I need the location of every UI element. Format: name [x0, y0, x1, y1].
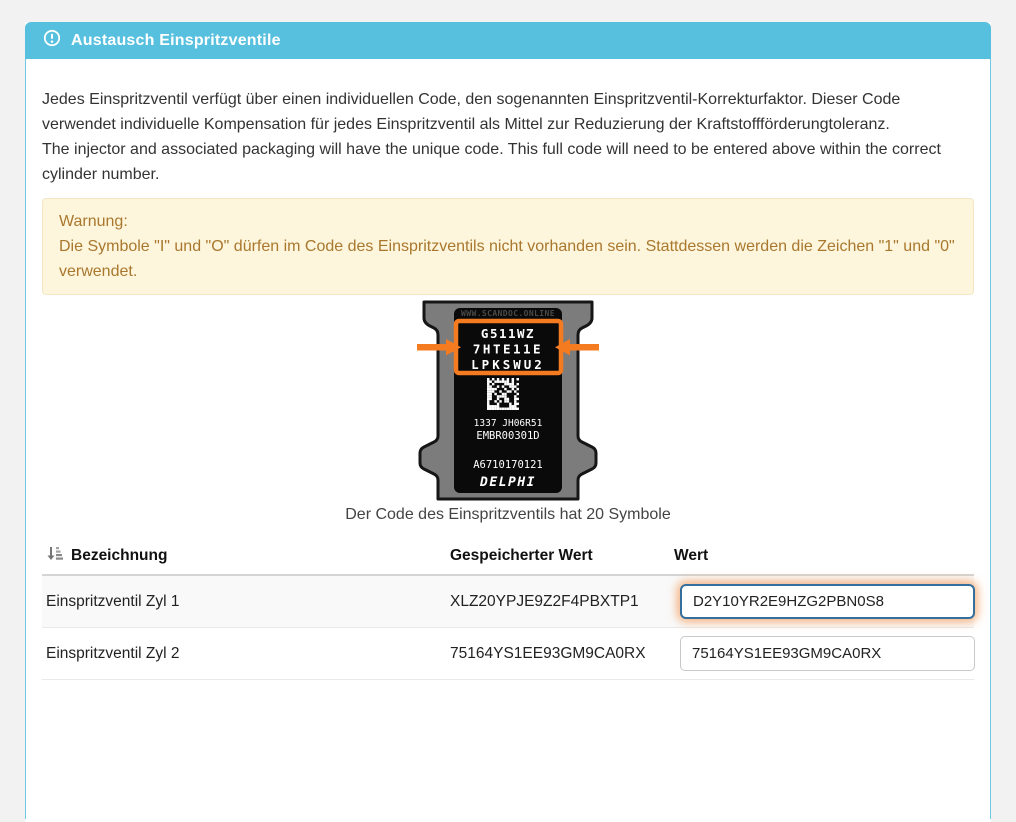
label-line-1: 1337 JH06R51 [473, 418, 543, 429]
warning-title: Warnung: [59, 213, 128, 230]
intro-paragraph-de: Jedes Einspritzventil verfügt über einen individuellen Code, den sogenannten Einspritzventil-Korrekturfaktor. Dieser Code verwendet individuelle Kompensation für jedes Einspritzventil als Mittel zur Reduzierung der Kraftstoffförderungtoleranz. [42, 91, 901, 133]
injector-figure [42, 299, 974, 501]
injector-code-line-3: LPKSWU2 [471, 357, 545, 372]
warning-text: Die Symbole "I" und "O" dürfen im Code des Einspritzventils nicht vorhanden sein. Stattdessen werden die Zeichen "1" und "0" verwendet. [59, 238, 955, 280]
injector-image [416, 299, 600, 501]
intro-text [42, 87, 974, 187]
table-row [42, 628, 974, 680]
panel-body [25, 59, 991, 819]
label-line-3: A6710170121 [473, 459, 543, 471]
header-wert[interactable]: Wert [674, 547, 709, 564]
header-gespeicherter-wert[interactable]: Gespeicherter Wert [450, 547, 593, 564]
injector-code-line-1: G511WZ [480, 326, 536, 341]
intro-paragraph-en: The injector and associated packaging will have the unique code. This full code will need to be entered above within the correct cylinder number. [42, 141, 941, 183]
row-stored-value: 75164YS1EE93GM9CA0RX [450, 644, 646, 662]
row-label: Einspritzventil Zyl 2 [46, 644, 180, 662]
injector-code-input[interactable] [680, 584, 975, 619]
row-stored-value: XLZ20YPJE9Z2F4PBXTP1 [450, 592, 639, 610]
table-row [42, 576, 974, 628]
circle-exclamation-icon [43, 29, 61, 52]
injector-replacement-panel [25, 22, 991, 822]
figure-caption: Der Code des Einspritzventils hat 20 Symbole [345, 506, 671, 523]
sort-amount-icon[interactable] [46, 545, 63, 567]
table-header [42, 538, 974, 576]
page-title: Austausch Einspritzventile [71, 31, 281, 49]
injector-code-line-2: 7HTE11E [472, 341, 544, 357]
panel-header [25, 22, 991, 59]
injector-code-input[interactable] [680, 636, 975, 671]
label-line-2: EMBR00301D [476, 430, 540, 442]
watermark-text: WWW.SCANDOC.ONLINE [461, 309, 555, 318]
header-bezeichnung[interactable]: Bezeichnung [71, 547, 168, 564]
brand-logo: DELPHI [480, 475, 536, 490]
row-label: Einspritzventil Zyl 1 [46, 592, 180, 610]
injector-table [42, 538, 974, 680]
warning-box [42, 198, 974, 295]
table-body [42, 576, 974, 680]
